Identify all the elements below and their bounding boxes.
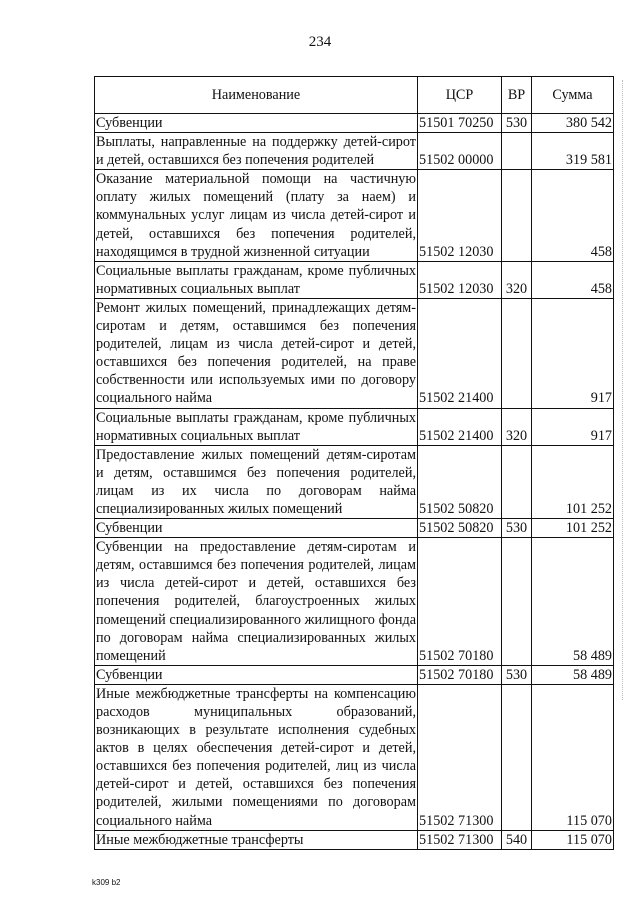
- row-sum: 917: [532, 298, 614, 408]
- budget-table: [94, 76, 614, 850]
- row-csr: 51502 12030: [418, 170, 502, 261]
- table-row: [95, 538, 614, 666]
- row-vr: 320: [502, 408, 532, 445]
- row-vr: [502, 538, 532, 666]
- row-name: Субвенции: [95, 665, 418, 684]
- row-csr: 51502 21400: [418, 408, 502, 445]
- row-sum: 58 489: [532, 665, 614, 684]
- row-vr: [502, 133, 532, 170]
- table-row: [95, 684, 614, 830]
- row-csr: 51502 12030: [418, 261, 502, 298]
- row-csr: 51501 70250: [418, 114, 502, 133]
- row-csr: 51502 71300: [418, 830, 502, 849]
- row-name: Предоставление жилых помещений детям-сиротам и детям, оставшимся без попечения родителей, лицам из их числа по договорам найма специализированных жилых помещений: [96, 446, 416, 517]
- header-csr: ЦСР: [418, 77, 502, 114]
- row-sum: 380 542: [532, 114, 614, 133]
- row-sum: 115 070: [532, 684, 614, 830]
- row-name: Иные межбюджетные трансферты на компенсацию расходов муниципальных образований, возникающих в результате исполнения судебных актов в целях обеспечения детей-сирот и детей, оставшихся без попечения родителей, лиц из числа детей-сирот и детей, оставшихся без попечения родителей, жилыми помещениями по договорам социального найма: [96, 685, 416, 829]
- table-row: [95, 261, 614, 298]
- row-sum: 58 489: [532, 538, 614, 666]
- scan-margin-mark: [622, 80, 633, 700]
- table-row: [95, 665, 614, 684]
- row-sum: 319 581: [532, 133, 614, 170]
- row-name: Иные межбюджетные трансферты: [95, 830, 418, 849]
- table-row: [95, 114, 614, 133]
- row-sum: 101 252: [532, 445, 614, 518]
- row-vr: 530: [502, 114, 532, 133]
- row-csr: 51502 50820: [418, 445, 502, 518]
- row-name: Выплаты, направленные на поддержку детей-сирот и детей, оставшихся без попечения родителей: [96, 134, 416, 169]
- header-sum: Сумма: [532, 77, 614, 114]
- row-csr: 51502 21400: [418, 298, 502, 408]
- table-row: [95, 519, 614, 538]
- table-row: [95, 408, 614, 445]
- table-row: [95, 445, 614, 518]
- row-name: Субвенции на предоставление детям-сиротам и детям, оставшимся без попечения родителей, лицам из числа детей-сирот и детей, оставшихся без попечения родителей, благоустроенных жилых помещений специализированного жилищного фонда по договорам найма специализированных жилых помещений: [96, 539, 416, 664]
- header-name: Наименование: [95, 77, 418, 114]
- row-sum: 458: [532, 170, 614, 261]
- row-csr: 51502 50820: [418, 519, 502, 538]
- row-vr: 540: [502, 830, 532, 849]
- row-sum: 917: [532, 408, 614, 445]
- table-row: [95, 170, 614, 261]
- row-csr: 51502 71300: [418, 684, 502, 830]
- header-vr: ВР: [502, 77, 532, 114]
- row-csr: 51502 70180: [418, 538, 502, 666]
- row-vr: 320: [502, 261, 532, 298]
- footer-code: k309 b2: [92, 878, 121, 887]
- row-name: Ремонт жилых помещений, принадлежащих детям-сиротам и детям, оставшимся без попечения родителей, лицам из числа детей-сирот и детей, оставшихся без попечения родителей, на праве собственности или используемых ими по договору социального найма: [96, 299, 416, 407]
- row-csr: 51502 00000: [418, 133, 502, 170]
- row-name: Социальные выплаты гражданам, кроме публичных нормативных социальных выплат: [96, 262, 416, 297]
- page-number: 234: [308, 34, 332, 50]
- table-row: [95, 133, 614, 170]
- row-csr: 51502 70180: [418, 665, 502, 684]
- table-row: [95, 298, 614, 408]
- row-vr: 530: [502, 665, 532, 684]
- row-name: Социальные выплаты гражданам, кроме публичных нормативных социальных выплат: [96, 409, 416, 444]
- table-header-row: [95, 77, 614, 114]
- row-sum: 101 252: [532, 519, 614, 538]
- row-vr: [502, 445, 532, 518]
- row-name: Субвенции: [95, 114, 418, 133]
- row-sum: 115 070: [532, 830, 614, 849]
- row-name: Оказание материальной помощи на частичную оплату жилых помещений (плату за наем) и коммунальных услуг лицам из числа детей-сирот и детей, оставшихся без попечения родителей, находящимся в трудной жизненной ситуации: [96, 171, 416, 260]
- row-vr: [502, 684, 532, 830]
- row-vr: [502, 170, 532, 261]
- row-vr: 530: [502, 519, 532, 538]
- row-sum: 458: [532, 261, 614, 298]
- row-vr: [502, 298, 532, 408]
- table-row: [95, 830, 614, 849]
- row-name: Субвенции: [95, 519, 418, 538]
